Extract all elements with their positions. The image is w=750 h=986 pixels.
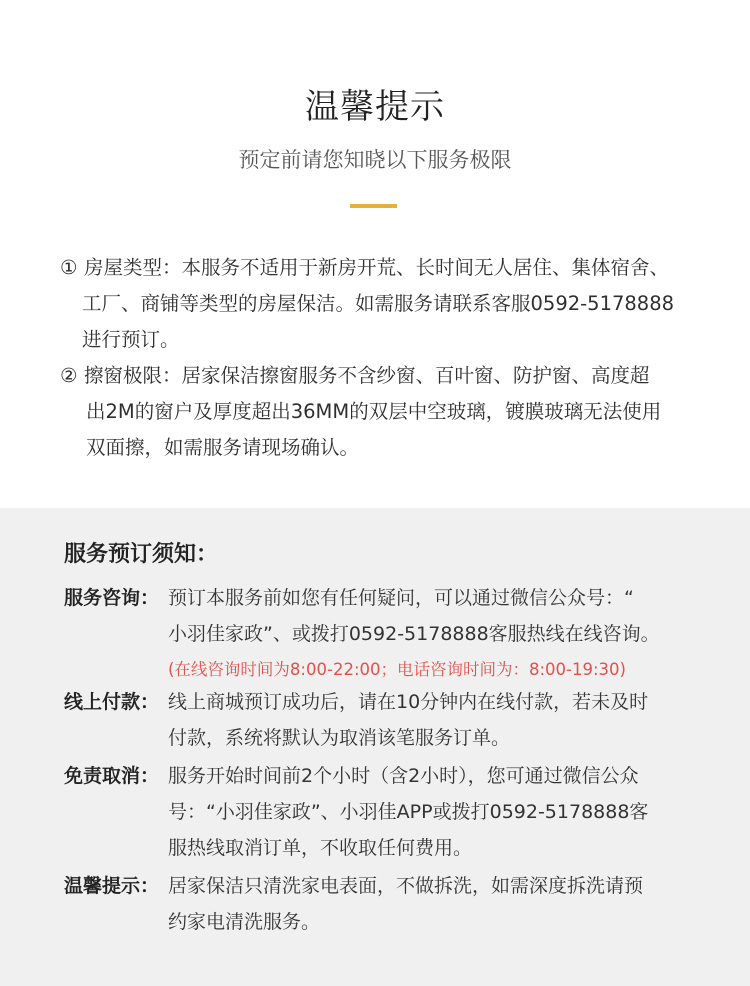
booking-item-text: 约家电清洗服务。 <box>168 911 321 933</box>
booking-item-text: 小羽佳家政”、或拨打0592-5178888客服热线在线咨询。 <box>168 623 660 645</box>
notice-text: 双面擦，如需服务请现场确认。 <box>86 436 360 459</box>
title-divider <box>350 204 397 208</box>
notice-line <box>60 250 710 286</box>
booking-item-text: 居家保洁只清洗家电表面，不做拆洗，如需深度拆洗请预 <box>168 875 644 897</box>
notice-item-window-cleaning <box>60 358 710 466</box>
notice-number: ② <box>60 364 78 387</box>
notice-text: 房屋类型：本服务不适用于新房开荒、长时间无人居住、集体宿舍、 <box>84 256 670 279</box>
page-title: 温馨提示 <box>305 87 445 127</box>
consultation-hours-note: (在线咨询时间为8:00-22:00；电话咨询时间为：8:00-19:30) <box>168 660 626 679</box>
booking-item-online-payment <box>64 684 704 756</box>
booking-section <box>0 508 750 986</box>
booking-item-text: 预订本服务前如您有任何疑问，可以通过微信公众号：“ <box>168 587 634 609</box>
notice-line <box>60 358 710 394</box>
booking-item-text: 付款，系统将默认为取消该笔服务订单。 <box>168 727 511 749</box>
notice-number: ① <box>60 256 78 279</box>
booking-item-text: 服热线取消订单，不收取任何费用。 <box>168 837 473 859</box>
booking-item-label: 线上付款： <box>64 691 160 713</box>
notice-text: 出2M的窗户及厚度超出36MM的双层中空玻璃，镀膜玻璃无法使用 <box>86 400 662 423</box>
notice-text: 工厂、商铺等类型的房屋保洁。如需服务请联系客服0592-5178888 <box>82 292 675 315</box>
booking-item-consultation <box>64 580 704 688</box>
booking-item-label: 温馨提示： <box>64 875 160 897</box>
booking-item-content <box>168 580 704 688</box>
booking-item-text: 线上商城预订成功后，请在10分钟内在线付款，若未及时 <box>168 691 649 713</box>
booking-item-text: 服务开始时间前2个小时（含2小时），您可通过微信公众 <box>168 765 639 787</box>
booking-item-reminder <box>64 868 704 940</box>
booking-item-label: 服务咨询： <box>64 587 160 609</box>
booking-title: 服务预订须知： <box>64 542 219 567</box>
booking-item-content <box>168 868 704 940</box>
booking-item-label: 免责取消： <box>64 765 160 787</box>
booking-item-text: 号：“小羽佳家政”、小羽佳APP或拨打0592-5178888客 <box>168 801 649 823</box>
booking-item-cancellation <box>64 758 704 866</box>
page-subtitle: 预定前请您知晓以下服务极限 <box>238 148 512 172</box>
booking-item-content <box>168 758 704 866</box>
booking-item-content <box>168 684 704 756</box>
notice-text: 擦窗极限：居家保洁擦窗服务不含纱窗、百叶窗、防护窗、高度超 <box>84 364 650 387</box>
notice-item-house-type <box>60 250 710 358</box>
notice-text: 进行预订。 <box>82 328 180 351</box>
